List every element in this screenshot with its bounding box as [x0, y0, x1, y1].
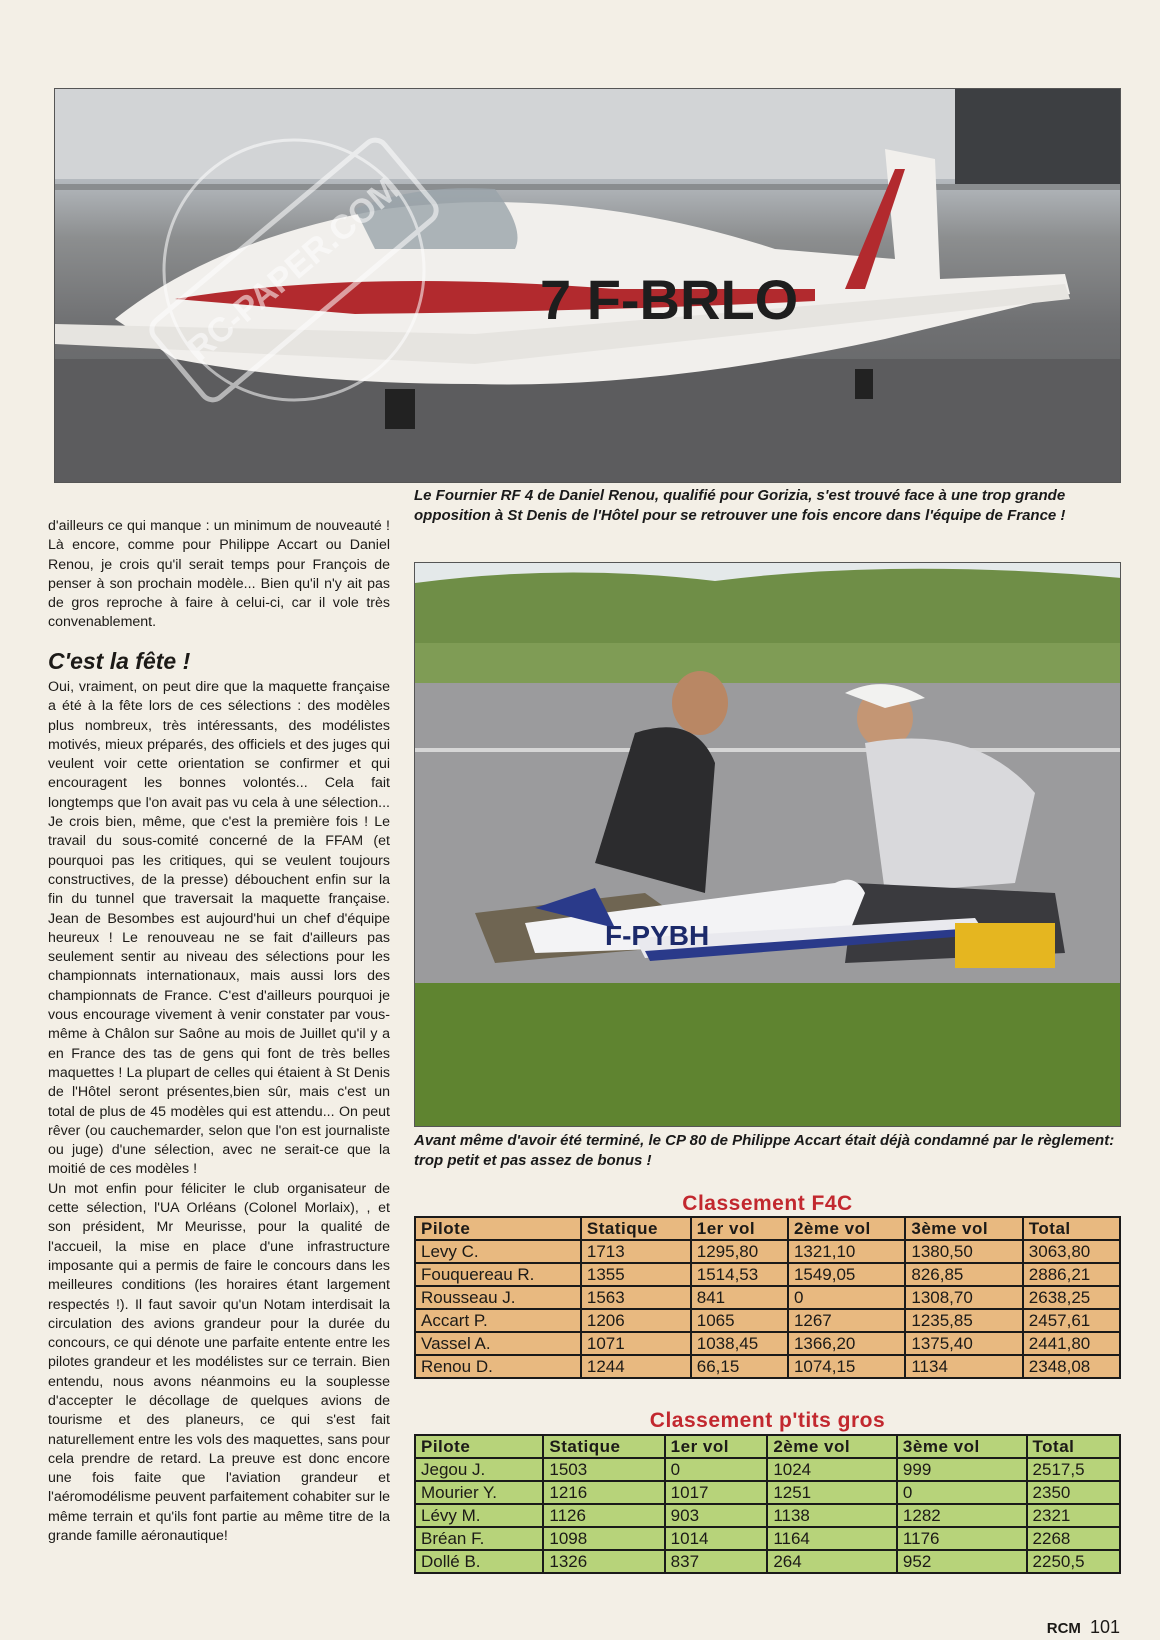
table-cell: 826,85: [905, 1263, 1022, 1286]
column-header: 3ème vol: [905, 1217, 1022, 1240]
table-row: [415, 1481, 1120, 1504]
table-cell: 1206: [581, 1309, 691, 1332]
table-cell: 952: [897, 1550, 1027, 1573]
table-cell: 1176: [897, 1527, 1027, 1550]
table-row: [415, 1332, 1120, 1355]
table-cell: 1267: [788, 1309, 905, 1332]
photo-cp80: [414, 562, 1121, 1127]
table-cell: Levy C.: [415, 1240, 581, 1263]
table-cell: 2441,80: [1023, 1332, 1120, 1355]
table-row: [415, 1309, 1120, 1332]
table-cell: 2350: [1027, 1481, 1120, 1504]
results-table-ptits-gros: [414, 1434, 1121, 1574]
table-cell: 903: [665, 1504, 768, 1527]
column-header: 2ème vol: [788, 1217, 905, 1240]
table-row: [415, 1286, 1120, 1309]
table-cell: 1098: [543, 1527, 664, 1550]
table-row: [415, 1527, 1120, 1550]
table-cell: Rousseau J.: [415, 1286, 581, 1309]
table-cell: 1380,50: [905, 1240, 1022, 1263]
table-cell: Bréan F.: [415, 1527, 543, 1550]
table-cell: 1355: [581, 1263, 691, 1286]
table-cell: 1014: [665, 1527, 768, 1550]
table-cell: 264: [767, 1550, 897, 1573]
table-cell: 1375,40: [905, 1332, 1022, 1355]
table-cell: 66,15: [691, 1355, 788, 1378]
table-cell: 2517,5: [1027, 1458, 1120, 1481]
table-header-row: [415, 1217, 1120, 1240]
table-row: [415, 1504, 1120, 1527]
table-cell: Renou D.: [415, 1355, 581, 1378]
table-cell: 1138: [767, 1504, 897, 1527]
column-header: 1er vol: [691, 1217, 788, 1240]
section-heading: C'est la fête !: [48, 648, 191, 674]
table-cell: 0: [897, 1481, 1027, 1504]
table-cell: 1074,15: [788, 1355, 905, 1378]
column-header: Total: [1023, 1217, 1120, 1240]
table-cell: 1282: [897, 1504, 1027, 1527]
article-intro: d'ailleurs ce qui manque : un minimum de nouveauté ! Là encore, comme pour Philippe Accart ou Daniel Renou, je crois qu'il serait temps pour François de penser à son prochain modèle... Bien qu'il n'y ait pas de gros reproche à faire à celui-ci, car il vole très convenablement.: [48, 518, 390, 631]
table-cell: 1126: [543, 1504, 664, 1527]
column-header: Statique: [543, 1435, 664, 1458]
article-closing-paragraph: Un mot enfin pour féliciter le club organisateur de cette sélection, l'UA Orléans (Colonel Morlaix), , et son président, Mr Meurisse, pour la qualité de l'accueil, la mise en place d'une infrastructure imposante qui a permis de faire le concours dans les meilleures conditions (les horaires étant largement respectés !). Il faut savoir qu'un Notam interdisait la circulation des avions grandeur pour la durée du concours, ce qui dénote une parfaite entente entre les pilotes grandeur et les modélistes sur ce terrain. Bien entendu, nous avons néanmoins eu la souplesse d'accepter le décollage de quelques avions de tourisme et des planeurs, ce qui s'est fait naturellement entre les vols des maquettes, sans pour cela prendre de retard. La preuve est donc encore une fois faite que l'aviation grandeur et l'aéromodélisme peuvent parfaitement cohabiter sur le même terrain et qu'ils font partie au même titre de la grande famille aéronautique!: [48, 1180, 390, 1545]
table-cell: Mourier Y.: [415, 1481, 543, 1504]
table-cell: 1038,45: [691, 1332, 788, 1355]
table-row: [415, 1550, 1120, 1573]
registration-text: 7 F-BRLO: [540, 268, 799, 331]
table-cell: Lévy M.: [415, 1504, 543, 1527]
column-header: Pilote: [415, 1435, 543, 1458]
registration-text-cp80: F-PYBH: [605, 920, 710, 951]
table-cell: 1024: [767, 1458, 897, 1481]
table-cell: 837: [665, 1550, 768, 1573]
cp80-scene-illustration: [415, 563, 1121, 1127]
table-cell: 841: [691, 1286, 788, 1309]
table-cell: 2886,21: [1023, 1263, 1120, 1286]
article-body-column: [48, 678, 390, 1546]
column-header: Statique: [581, 1217, 691, 1240]
table-cell: 3063,80: [1023, 1240, 1120, 1263]
table-cell: 1308,70: [905, 1286, 1022, 1309]
caption-photo-2: Avant même d'avoir été terminé, le CP 80 de Philippe Accart était déjà condamné par le règlement: trop petit et pas assez de bonus !: [414, 1132, 1115, 1169]
article-body-paragraph: Oui, vraiment, on peut dire que la maquette française a été à la fête lors de ces sélections : des modèles plus nombreux, très intéressants, des modélistes motivés, mieux préparés, des officiels et des juges qui veulent voir cette orientation se confirmer et qui encouragent les bonnes volontés... Cela fait longtemps que l'on avait pas vu cela à une sélection... Je crois bien, même, que c'est la première fois ! Le travail du sous-comité concerné de la FFAM (et pourquoi pas les critiques, qui se veulent toujours constructives, de la presse) débouchent enfin sur la fin du tunnel que traversait la maquette française. Jean de Besombes est aujourd'hui un chef d'équipe heureux ! Le renouveau ne se fait d'ailleurs pas seulement sentir au niveau des sélections pour les championnats internationaux, mais aussi lors des championnats de France. C'est d'ailleurs pourquoi je vous encourage vivement à venir constater par vous-même à Châlon sur Saône au mois de Juillet qu'il y a en France des tas de gens qui font de très belles maquettes ! La plupart de celles qui étaient à St Denis de l'Hôtel seront présentes,bien sûr, mais c'est un total de plus de 45 modèles qui est attendu... On peut rêver (ou cauchemarder, selon que l'on est journaliste ou juge) d'une sélection, avec ne serait-ce que la moitié de ces modèles !: [48, 679, 390, 1178]
table-cell: 2457,61: [1023, 1309, 1120, 1332]
table-cell: Dollé B.: [415, 1550, 543, 1573]
results-table-f4c: [414, 1216, 1121, 1379]
table-title-f4c: Classement F4C: [682, 1192, 853, 1215]
table-row: [415, 1458, 1120, 1481]
table-title-ptits-gros: Classement p'tits gros: [649, 1409, 886, 1432]
table-cell: 0: [788, 1286, 905, 1309]
table-cell: 1503: [543, 1458, 664, 1481]
page-footer: [1047, 1617, 1120, 1638]
table-cell: 0: [665, 1458, 768, 1481]
magazine-name: RCM: [1046, 1620, 1081, 1637]
column-header: 3ème vol: [897, 1435, 1027, 1458]
table-cell: 2348,08: [1023, 1355, 1120, 1378]
table-cell: 1251: [767, 1481, 897, 1504]
table-cell: 1295,80: [691, 1240, 788, 1263]
table-cell: Jegou J.: [415, 1458, 543, 1481]
table-cell: 1326: [543, 1550, 664, 1573]
page-number: 101: [1089, 1617, 1120, 1637]
table-row: [415, 1355, 1120, 1378]
table-row: [415, 1240, 1120, 1263]
table-cell: 999: [897, 1458, 1027, 1481]
table-cell: 1164: [767, 1527, 897, 1550]
table-cell: 1366,20: [788, 1332, 905, 1355]
column-header: Total: [1027, 1435, 1120, 1458]
table-cell: Accart P.: [415, 1309, 581, 1332]
table-row: [415, 1263, 1120, 1286]
column-header: 2ème vol: [767, 1435, 897, 1458]
table-cell: 2250,5: [1027, 1550, 1120, 1573]
table-cell: 1134: [905, 1355, 1022, 1378]
table-cell: Fouquereau R.: [415, 1263, 581, 1286]
table-cell: 1563: [581, 1286, 691, 1309]
table-cell: 1514,53: [691, 1263, 788, 1286]
watermark-text: RC-PAPER.COM: [180, 169, 407, 369]
table-cell: 2268: [1027, 1527, 1120, 1550]
column-header: 1er vol: [665, 1435, 768, 1458]
table-cell: 2321: [1027, 1504, 1120, 1527]
caption-photo-1: Le Fournier RF 4 de Daniel Renou, qualifié pour Gorizia, s'est trouvé face à une trop grande opposition à St Denis de l'Hôtel pour se retrouver une fois encore dans l'équipe de France !: [414, 487, 1066, 524]
table-cell: 1017: [665, 1481, 768, 1504]
table-cell: 1065: [691, 1309, 788, 1332]
table-cell: 1549,05: [788, 1263, 905, 1286]
table-cell: 1244: [581, 1355, 691, 1378]
watermark-stamp: [84, 110, 504, 430]
table-cell: 1713: [581, 1240, 691, 1263]
table-cell: Vassel A.: [415, 1332, 581, 1355]
column-header: Pilote: [415, 1217, 581, 1240]
table-cell: 1071: [581, 1332, 691, 1355]
table-cell: 2638,25: [1023, 1286, 1120, 1309]
table-cell: 1321,10: [788, 1240, 905, 1263]
table-header-row: [415, 1435, 1120, 1458]
table-cell: 1216: [543, 1481, 664, 1504]
table-cell: 1235,85: [905, 1309, 1022, 1332]
